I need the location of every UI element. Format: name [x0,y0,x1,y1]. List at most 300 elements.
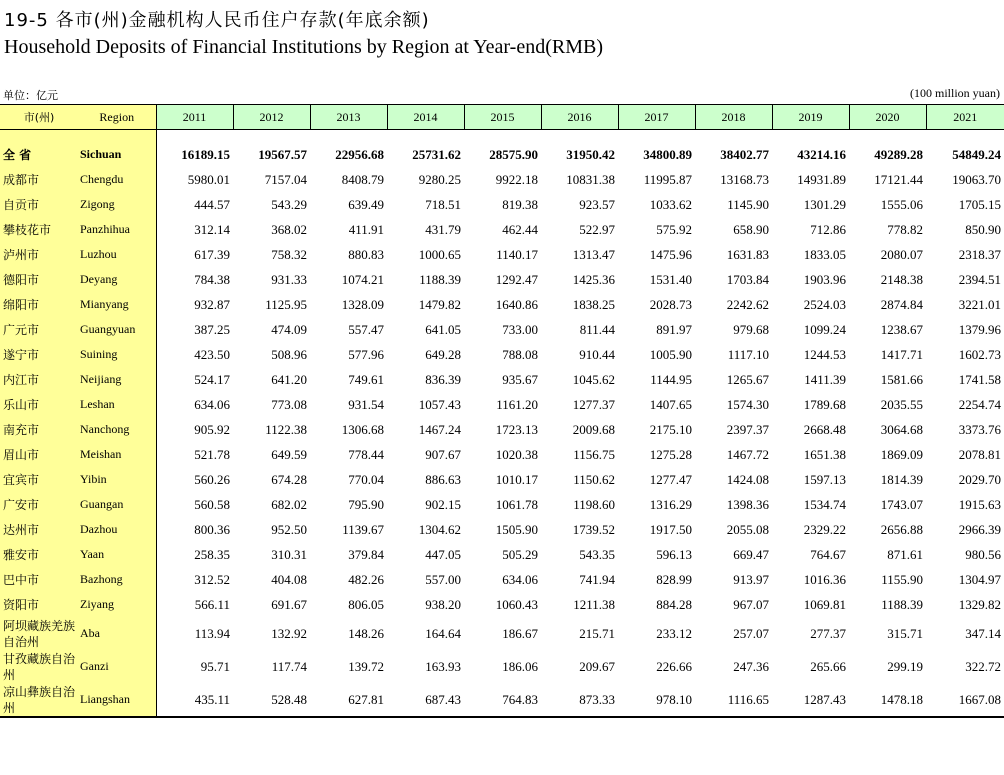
deposit-value-cell: 113.94 [194,625,230,641]
header-year: 2019 [772,105,849,130]
deposit-value-cell: 1145.90 [727,196,769,212]
deposits-table [0,104,1004,718]
deposit-value-cell: 1161.20 [496,396,538,412]
deposit-value-cell: 1188.39 [419,271,461,287]
deposit-value-cell: 95.71 [200,658,230,674]
table-row [0,417,1004,442]
deposit-value-cell: 788.08 [502,346,538,362]
deposit-value-cell: 718.51 [425,196,461,212]
region-name-cn: 眉山市 [0,442,78,467]
deposit-value-cell: 1020.38 [495,446,538,462]
deposit-value-cell: 923.57 [579,196,615,212]
deposit-value-cell: 435.11 [156,683,233,717]
deposit-value-cell: 521.78 [194,446,230,462]
region-name-en: Guangan [78,492,156,517]
deposit-value-cell: 800.36 [194,521,230,537]
region-name-en: Yaan [78,542,156,567]
deposit-value-cell: 932.87 [194,296,230,312]
region-name-cn: 雅安市 [0,542,78,567]
deposit-value-cell: 38402.77 [720,146,769,162]
deposit-value-cell: 674.28 [271,471,307,487]
deposit-value-cell: 28575.90 [489,146,538,162]
deposit-value-cell: 3064.68 [880,421,923,437]
header-region-cn: 市(州) [0,105,78,130]
deposit-value-cell: 368.02 [271,221,307,237]
deposit-value-cell: 980.56 [965,546,1001,562]
deposit-value-cell: 16189.15 [181,146,230,162]
deposit-value-cell: 379.84 [348,546,384,562]
deposit-value-cell: 163.93 [425,658,461,674]
region-name-cn: 攀枝花市 [0,217,78,242]
region-name-en: Ganzi [78,650,156,683]
deposit-value-cell: 1198.60 [573,496,615,512]
region-name-en: Suining [78,342,156,367]
deposit-value-cell: 1125.95 [265,296,307,312]
deposit-value-cell: 54849.24 [952,146,1001,162]
deposit-value-cell: 712.86 [810,221,846,237]
deposit-value-cell: 687.43 [387,683,464,717]
header-year: 2018 [695,105,772,130]
region-name-cn: 泸州市 [0,242,78,267]
deposit-value-cell: 1244.53 [803,346,846,362]
region-name-en: Aba [78,617,156,650]
deposit-value-cell: 14931.89 [797,171,846,187]
deposit-value-cell: 43214.16 [797,146,846,162]
table-row [0,342,1004,367]
region-name-en: Bazhong [78,567,156,592]
deposit-value-cell: 1915.63 [958,496,1001,512]
deposit-value-cell: 880.83 [348,246,384,262]
table-row [0,650,1004,683]
region-name-cn: 绵阳市 [0,292,78,317]
table-row [0,167,1004,192]
table-row [0,542,1004,567]
deposit-value-cell: 1467.24 [418,421,461,437]
deposit-value-cell: 1316.29 [649,496,692,512]
deposit-value-cell: 3221.01 [958,296,1001,312]
region-name-en: Panzhihua [78,217,156,242]
deposit-value-cell: 9280.25 [418,171,461,187]
deposit-value-cell: 641.05 [425,321,461,337]
deposit-value-cell: 1328.09 [341,296,384,312]
deposit-value-cell: 11995.87 [643,171,692,187]
deposit-value-cell: 2035.55 [880,396,923,412]
table-row [0,367,1004,392]
table-row [0,492,1004,517]
deposit-value-cell: 1140.17 [496,246,538,262]
deposit-value-cell: 1150.62 [573,471,615,487]
deposit-value-cell: 907.67 [425,446,461,462]
region-name-cn: 广元市 [0,317,78,342]
deposit-value-cell: 2668.48 [803,421,846,437]
deposit-value-cell: 1467.72 [726,446,769,462]
deposit-value-cell: 649.28 [425,346,461,362]
region-name-cn: 自贡市 [0,192,78,217]
deposit-value-cell: 1211.38 [573,596,615,612]
deposit-value-cell: 209.67 [579,658,615,674]
deposit-value-cell: 577.96 [348,346,384,362]
spacer-row [0,130,1004,143]
deposit-value-cell: 312.14 [194,221,230,237]
region-name-en: Yibin [78,467,156,492]
deposit-value-cell: 764.67 [810,546,846,562]
deposit-value-cell: 1574.30 [726,396,769,412]
deposit-value-cell: 566.11 [194,596,230,612]
deposit-value-cell: 505.29 [502,546,538,562]
deposit-value-cell: 1033.62 [649,196,692,212]
deposit-value-cell: 1869.09 [880,446,923,462]
table-row [0,567,1004,592]
deposit-value-cell: 1379.96 [958,321,1001,337]
deposit-value-cell: 596.13 [656,546,692,562]
deposit-value-cell: 1010.17 [495,471,538,487]
deposit-value-cell: 902.15 [425,496,461,512]
deposit-value-cell: 1417.71 [880,346,923,362]
deposit-value-cell: 1917.50 [649,521,692,537]
table-row [0,217,1004,242]
region-name-en: Deyang [78,267,156,292]
deposit-value-cell: 778.82 [887,221,923,237]
deposit-value-cell: 315.71 [887,625,923,641]
deposit-value-cell: 1313.47 [572,246,615,262]
deposit-value-cell: 938.20 [425,596,461,612]
deposit-value-cell: 1122.38 [265,421,307,437]
deposit-value-cell: 639.49 [348,196,384,212]
table-row [0,242,1004,267]
deposit-value-cell: 1478.18 [849,683,926,717]
deposit-value-cell: 2394.51 [958,271,1001,287]
deposit-value-cell: 1277.47 [649,471,692,487]
deposit-value-cell: 13168.73 [720,171,769,187]
deposit-value-cell: 2055.08 [726,521,769,537]
deposit-value-cell: 819.38 [502,196,538,212]
deposit-value-cell: 5980.01 [187,171,230,187]
deposit-value-cell: 508.96 [271,346,307,362]
table-body [0,130,1004,718]
region-name-en: Dazhou [78,517,156,542]
deposit-value-cell: 2242.62 [726,296,769,312]
deposit-value-cell: 411.91 [348,221,384,237]
page-title-cn: 19-5 各市(州)金融机构人民币住户存款(年底余额) [4,10,430,31]
deposit-value-cell: 886.63 [425,471,461,487]
deposit-value-cell: 2656.88 [880,521,923,537]
deposit-value-cell: 1597.13 [803,471,846,487]
deposit-value-cell: 25731.62 [412,146,461,162]
deposit-value-cell: 1057.43 [418,396,461,412]
table-row [0,392,1004,417]
region-name-cn: 巴中市 [0,567,78,592]
deposit-value-cell: 1238.67 [880,321,923,337]
deposit-value-cell: 1667.08 [926,683,1004,717]
deposit-value-cell: 1531.40 [649,271,692,287]
deposit-value-cell: 299.19 [887,658,923,674]
deposit-value-cell: 2009.68 [572,421,615,437]
deposit-value-cell: 1602.73 [958,346,1001,362]
deposit-value-cell: 132.92 [271,625,307,641]
deposit-value-cell: 741.94 [579,571,615,587]
deposit-value-cell: 2966.39 [958,521,1001,537]
deposit-value-cell: 764.83 [464,683,541,717]
deposit-value-cell: 22956.68 [335,146,384,162]
deposit-value-cell: 967.07 [733,596,769,612]
deposit-value-cell: 1005.90 [649,346,692,362]
deposit-value-cell: 871.61 [887,546,923,562]
unit-label-en: (100 million yuan) [910,86,1000,100]
deposit-value-cell: 617.39 [194,246,230,262]
deposit-value-cell: 952.50 [271,521,307,537]
deposit-value-cell: 2148.38 [880,271,923,287]
deposit-value-cell: 1074.21 [341,271,384,287]
deposit-value-cell: 910.44 [579,346,615,362]
deposit-value-cell: 312.52 [194,571,230,587]
deposit-value-cell: 1705.15 [958,196,1001,212]
deposit-value-cell: 931.54 [348,396,384,412]
deposit-value-cell: 1117.10 [727,346,769,362]
deposit-value-cell: 7157.04 [264,171,307,187]
deposit-value-cell: 226.66 [656,658,692,674]
deposit-value-cell: 1903.96 [803,271,846,287]
deposit-value-cell: 17121.44 [874,171,923,187]
region-name-cn: 达州市 [0,517,78,542]
deposit-value-cell: 836.39 [425,371,461,387]
header-year: 2011 [156,105,233,130]
region-name-en: Meishan [78,442,156,467]
deposit-value-cell: 1640.86 [495,296,538,312]
header-region-en: Region [78,105,156,130]
deposit-value-cell: 233.12 [656,625,692,641]
deposit-value-cell: 658.90 [733,221,769,237]
deposit-value-cell: 2028.73 [649,296,692,312]
deposit-value-cell: 1155.90 [881,571,923,587]
deposit-value-cell: 1581.66 [880,371,923,387]
unit-label-cn: 单位：亿元 [3,89,58,102]
deposit-value-cell: 19567.57 [258,146,307,162]
table-row [0,292,1004,317]
region-name-cn: 广安市 [0,492,78,517]
header-year: 2020 [849,105,926,130]
deposit-value-cell: 1016.36 [803,571,846,587]
deposit-value-cell: 34800.89 [643,146,692,162]
header-year: 2021 [926,105,1004,130]
deposit-value-cell: 444.57 [194,196,230,212]
header-year: 2012 [233,105,310,130]
deposit-value-cell: 522.97 [579,221,615,237]
deposit-value-cell: 784.38 [194,271,230,287]
deposit-value-cell: 431.79 [425,221,461,237]
deposit-value-cell: 1144.95 [650,371,692,387]
header-year: 2015 [464,105,541,130]
deposit-value-cell: 1838.25 [572,296,615,312]
region-name-cn: 全 省 [0,142,78,167]
deposit-value-cell: 2874.84 [880,296,923,312]
table-row [0,442,1004,467]
deposit-value-cell: 811.44 [579,321,615,337]
page-title-en: Household Deposits of Financial Institutions by Region at Year-end(RMB) [4,36,603,58]
deposit-value-cell: 1425.36 [572,271,615,287]
deposit-value-cell: 1099.24 [803,321,846,337]
table-row-total [0,142,1004,167]
table-row [0,317,1004,342]
region-name-cn: 内江市 [0,367,78,392]
deposit-value-cell: 1741.58 [958,371,1001,387]
deposit-value-cell: 347.14 [965,625,1001,641]
region-name-en: Sichuan [78,142,156,167]
deposit-value-cell: 257.07 [733,625,769,641]
header-year: 2013 [310,105,387,130]
deposit-value-cell: 2329.22 [803,521,846,537]
deposit-value-cell: 1139.67 [342,521,384,537]
deposit-value-cell: 2524.03 [803,296,846,312]
deposit-value-cell: 1651.38 [803,446,846,462]
deposit-value-cell: 1329.82 [958,596,1001,612]
deposit-value-cell: 2080.07 [880,246,923,262]
deposit-value-cell: 778.44 [348,446,384,462]
deposit-value-cell: 462.44 [502,221,538,237]
deposit-value-cell: 560.26 [194,471,230,487]
region-name-cn: 凉山彝族自治州 [0,683,78,717]
region-name-en: Nanchong [78,417,156,442]
deposit-value-cell: 828.99 [656,571,692,587]
deposit-value-cell: 543.35 [579,546,615,562]
deposit-value-cell: 979.68 [733,321,769,337]
region-name-en: Zigong [78,192,156,217]
deposit-value-cell: 669.47 [733,546,769,562]
deposit-value-cell: 543.29 [271,196,307,212]
deposit-value-cell: 575.92 [656,221,692,237]
deposit-value-cell: 641.20 [271,371,307,387]
deposit-value-cell: 1789.68 [803,396,846,412]
deposit-value-cell: 1814.39 [880,471,923,487]
deposit-value-cell: 277.37 [810,625,846,641]
deposit-value-cell: 560.58 [194,496,230,512]
deposit-value-cell: 117.74 [271,658,307,674]
deposit-value-cell: 634.06 [502,571,538,587]
deposit-value-cell: 3373.76 [958,421,1001,437]
region-name-en: Guangyuan [78,317,156,342]
region-name-cn: 德阳市 [0,267,78,292]
deposit-value-cell: 8408.79 [341,171,384,187]
deposit-value-cell: 186.67 [502,625,538,641]
deposit-value-cell: 215.71 [579,625,615,641]
deposit-value-cell: 186.06 [502,658,538,674]
region-name-en: Mianyang [78,292,156,317]
deposit-value-cell: 19063.70 [952,171,1001,187]
deposit-value-cell: 1301.29 [803,196,846,212]
deposit-value-cell: 1411.39 [804,371,846,387]
deposit-value-cell: 758.32 [271,246,307,262]
deposit-value-cell: 265.66 [810,658,846,674]
deposit-value-cell: 1703.84 [726,271,769,287]
deposit-value-cell: 773.08 [271,396,307,412]
deposit-value-cell: 404.08 [271,571,307,587]
deposit-value-cell: 2078.81 [958,446,1001,462]
table-row [0,517,1004,542]
deposit-value-cell: 139.72 [348,658,384,674]
deposit-value-cell: 1534.74 [803,496,846,512]
deposit-value-cell: 1479.82 [418,296,461,312]
table-row [0,267,1004,292]
deposit-value-cell: 524.17 [194,371,230,387]
deposit-value-cell: 1061.78 [495,496,538,512]
region-name-en: Liangshan [78,683,156,717]
deposit-value-cell: 322.72 [965,658,1001,674]
deposit-value-cell: 447.05 [425,546,461,562]
table-row [0,192,1004,217]
region-name-cn: 南充市 [0,417,78,442]
deposit-value-cell: 482.26 [348,571,384,587]
deposit-value-cell: 978.10 [618,683,695,717]
table-row [0,617,1004,650]
region-name-cn: 阿坝藏族羌族自治州 [0,617,78,650]
deposit-value-cell: 1265.67 [726,371,769,387]
deposit-value-cell: 1739.52 [572,521,615,537]
deposit-value-cell: 1407.65 [649,396,692,412]
deposit-value-cell: 2397.37 [726,421,769,437]
deposit-value-cell: 1000.65 [418,246,461,262]
deposit-value-cell: 2029.70 [958,471,1001,487]
deposit-value-cell: 247.36 [733,658,769,674]
deposit-value-cell: 557.00 [425,571,461,587]
deposit-value-cell: 1069.81 [803,596,846,612]
deposit-value-cell: 905.92 [194,421,230,437]
deposit-value-cell: 627.81 [310,683,387,717]
table-row [0,467,1004,492]
deposit-value-cell: 1045.62 [572,371,615,387]
deposit-value-cell: 913.97 [733,571,769,587]
region-name-en: Chengdu [78,167,156,192]
deposit-value-cell: 387.25 [194,321,230,337]
deposit-value-cell: 10831.38 [566,171,615,187]
deposit-value-cell: 49289.28 [874,146,923,162]
deposit-value-cell: 850.90 [965,221,1001,237]
region-name-cn: 成都市 [0,167,78,192]
deposit-value-cell: 935.67 [502,371,538,387]
region-name-en: Leshan [78,392,156,417]
deposit-value-cell: 310.31 [271,546,307,562]
region-name-cn: 遂宁市 [0,342,78,367]
region-name-en: Neijiang [78,367,156,392]
deposit-value-cell: 1833.05 [803,246,846,262]
region-name-en: Luzhou [78,242,156,267]
deposit-value-cell: 873.33 [541,683,618,717]
deposit-value-cell: 2318.37 [958,246,1001,262]
deposit-value-cell: 1505.90 [495,521,538,537]
deposit-value-cell: 1424.08 [726,471,769,487]
deposit-value-cell: 528.48 [233,683,310,717]
header-year: 2017 [618,105,695,130]
deposit-value-cell: 1304.62 [418,521,461,537]
deposit-value-cell: 806.05 [348,596,384,612]
deposit-value-cell: 1631.83 [726,246,769,262]
deposit-value-cell: 1292.47 [495,271,538,287]
deposit-value-cell: 1306.68 [341,421,384,437]
table-row [0,683,1004,717]
deposit-value-cell: 1304.97 [958,571,1001,587]
table-row [0,592,1004,617]
deposit-value-cell: 691.67 [271,596,307,612]
deposit-value-cell: 557.47 [348,321,384,337]
deposit-value-cell: 31950.42 [566,146,615,162]
deposit-value-cell: 770.04 [348,471,384,487]
deposit-value-cell: 164.64 [425,625,461,641]
deposit-value-cell: 931.33 [271,271,307,287]
deposit-value-cell: 2254.74 [958,396,1001,412]
deposit-value-cell: 682.02 [271,496,307,512]
deposit-value-cell: 1060.43 [495,596,538,612]
header-row [0,105,1004,130]
region-name-cn: 资阳市 [0,592,78,617]
deposit-value-cell: 634.06 [194,396,230,412]
